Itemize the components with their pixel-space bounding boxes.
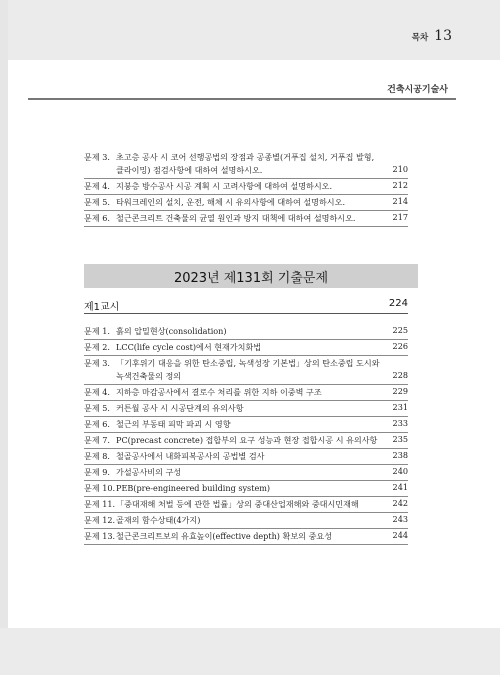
toc-entry[interactable]	[84, 324, 408, 340]
entry-label: 문제 6.	[84, 213, 110, 223]
toc-entry[interactable]	[84, 385, 408, 401]
session-rule	[84, 313, 408, 314]
page-number: 13	[434, 28, 452, 44]
entry-label: 문제 3.	[84, 358, 110, 368]
entry-label: 문제 9.	[84, 467, 110, 477]
entry-page-number: 238	[392, 450, 408, 460]
toc-entry[interactable]	[84, 529, 408, 545]
page-header	[412, 28, 452, 44]
entry-label: 문제 5.	[84, 403, 110, 413]
entry-label: 문제 4.	[84, 181, 110, 191]
entry-title: 골재의 함수상태(4가지)	[116, 515, 201, 525]
title-rule	[28, 98, 456, 100]
toc-entry[interactable]	[84, 417, 408, 433]
entry-title: 「기후위기 대응을 위한 탄소중립, 녹색성장 기본법」상의 탄소중립 도시와	[116, 358, 380, 368]
toc-entry[interactable]	[84, 340, 408, 356]
entry-label: 문제 6.	[84, 419, 110, 429]
exam-title-banner	[84, 264, 418, 288]
entry-label: 문제 5.	[84, 197, 110, 207]
entry-page-number: 242	[392, 498, 408, 508]
entry-title: 철근의 부동태 피막 파괴 시 영향	[116, 419, 231, 429]
entry-title: PC(precast concrete) 접합부의 요구 성능과 현장 접합시공 시 유의사항	[116, 435, 378, 445]
entry-title: 가설공사비의 구성	[116, 467, 182, 477]
entry-title-continued: 녹색건축물의 정의	[116, 371, 182, 381]
exam-entries-list	[84, 324, 408, 545]
entry-title: 지하층 마감공사에서 결로수 처리를 위한 지하 이중벽 구조	[116, 387, 322, 397]
toc-entry[interactable]	[84, 465, 408, 481]
entry-page-number: 235	[392, 434, 408, 444]
toc-entry[interactable]	[84, 195, 408, 211]
entry-page-number: 240	[392, 466, 408, 476]
entry-title: 철근콘크리트 건축물의 균열 원인과 방지 대책에 대하여 설명하시오.	[116, 213, 356, 223]
entry-page-number: 212	[392, 180, 408, 190]
toc-entry[interactable]	[84, 179, 408, 195]
entry-title: 지붕층 방수공사 시공 계획 시 고려사항에 대하여 설명하시오.	[116, 181, 333, 191]
entry-label: 문제 10.	[84, 483, 116, 493]
entry-label: 문제 2.	[84, 342, 110, 352]
entry-label: 문제 12.	[84, 515, 116, 525]
entry-title: 「중대재해 처벌 등에 관한 법률」상의 중대산업재해와 중대시민재해	[116, 499, 359, 509]
entry-page-number: 244	[392, 530, 408, 540]
entry-label: 문제 4.	[84, 387, 110, 397]
toc-entry[interactable]	[84, 211, 408, 227]
toc-entry[interactable]	[84, 401, 408, 417]
session-header	[84, 298, 408, 313]
footer-band	[0, 628, 500, 675]
toc-entry[interactable]	[84, 150, 408, 179]
entry-page-number: 210	[392, 164, 408, 174]
entry-title: 커튼월 공사 시 시공단계의 유의사항	[116, 403, 244, 413]
entry-label: 문제 8.	[84, 451, 110, 461]
entry-page-number: 231	[392, 402, 408, 412]
entry-page-number: 228	[392, 370, 408, 380]
entry-label: 문제 13.	[84, 531, 116, 541]
entry-label: 문제 3.	[84, 152, 110, 162]
toc-entry[interactable]	[84, 513, 408, 529]
entry-title: 타워크레인의 설치, 운전, 해체 시 유의사항에 대하여 설명하시오.	[116, 197, 346, 207]
entry-title: LCC(life cycle cost)에서 현재가치화법	[116, 342, 262, 352]
book-title: 건축시공기술사	[387, 85, 448, 95]
entry-title: 철근콘크리트보의 유효높이(effective depth) 확보의 중요성	[116, 531, 333, 541]
toc-entry[interactable]	[84, 497, 408, 513]
entry-label: 문제 7.	[84, 435, 110, 445]
left-margin-strip	[0, 0, 8, 675]
session-label: 제1교시	[84, 302, 120, 313]
entry-page-number: 214	[392, 196, 408, 206]
toc-entry[interactable]	[84, 481, 408, 497]
header-section-label: 목차	[411, 33, 429, 43]
entry-title-continued: 클라이밍) 점검사항에 대하여 설명하시오.	[116, 165, 263, 175]
toc-entry[interactable]	[84, 433, 408, 449]
entry-page-number: 243	[392, 514, 408, 524]
exam-title: 2023년 제131회 기출문제	[173, 270, 329, 286]
entry-page-number: 217	[392, 212, 408, 222]
prior-entries-list	[84, 150, 408, 227]
entry-page-number: 225	[392, 325, 408, 335]
entry-page-number: 229	[392, 386, 408, 396]
toc-entry[interactable]	[84, 356, 408, 385]
entry-page-number: 226	[392, 341, 408, 351]
entry-page-number: 233	[392, 418, 408, 428]
entry-title: PEB(pre-engineered building system)	[116, 483, 271, 493]
entry-label: 문제 11.	[84, 499, 116, 509]
entry-title: 흙의 압밀현상(consolidation)	[116, 326, 227, 336]
entry-title: 초고층 공사 시 코어 선행공법의 장점과 공종별(거푸집 설치, 거푸집 발형,	[116, 152, 375, 162]
entry-title: 철골공사에서 내화피복공사의 공법별 검사	[116, 451, 265, 461]
toc-entry[interactable]	[84, 449, 408, 465]
entry-page-number: 241	[392, 482, 408, 492]
session-page: 224	[388, 298, 408, 309]
entry-label: 문제 1.	[84, 326, 110, 336]
